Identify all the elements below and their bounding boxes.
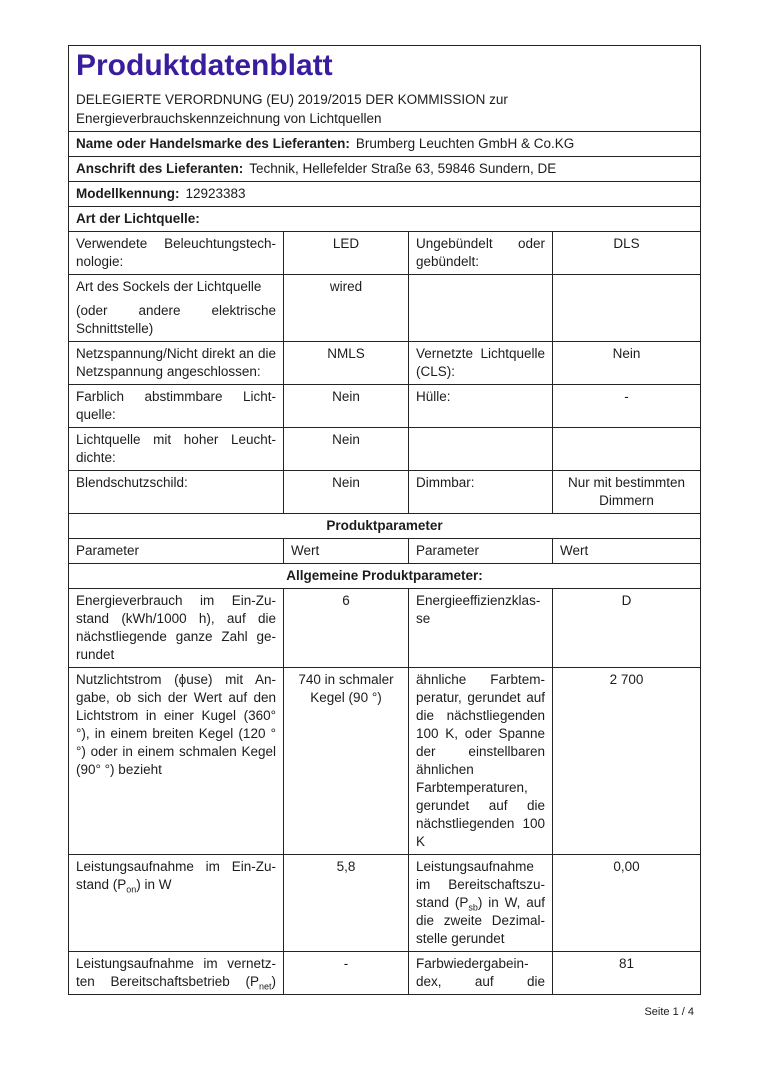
table-row <box>69 589 701 668</box>
model-id-label: Modellkennung: <box>76 186 180 201</box>
supplier-name-value: Brumberg Leuchten GmbH & Co.KG <box>355 136 575 151</box>
param-cell: Vernetzte Lichtquelle (CLS): <box>409 342 553 385</box>
param-subscript: sb <box>468 902 478 913</box>
light-source-type-cell <box>69 207 701 232</box>
page-number: Seite 1 / 4 <box>644 1006 694 1018</box>
param-text: Leistungsaufnahme im Bereitschaftszustand (P <box>416 859 545 910</box>
param-cell: Energieverbrauch im Ein-Zustand (kWh/1000 h), auf die nächstliegende ganze Zahl gerundet <box>69 589 284 668</box>
param-cell: Energieeffizienzklasse <box>409 589 553 668</box>
value-cell: Nur mit bestimmten Dimmern <box>553 471 701 514</box>
table-row <box>69 428 701 471</box>
value-cell: wired <box>284 275 409 342</box>
light-source-type-row <box>69 207 701 232</box>
table-row <box>69 275 701 342</box>
param-cell: Farbwiedergabeindex, auf die <box>409 952 553 995</box>
table-row <box>69 232 701 275</box>
value-cell: 0,00 <box>553 855 701 952</box>
column-header-row <box>69 539 701 564</box>
value-cell: Nein <box>284 428 409 471</box>
section-header-row <box>69 514 701 539</box>
param-text: ) <box>271 974 276 989</box>
param-cell: Dimmbar: <box>409 471 553 514</box>
model-id-row <box>69 182 701 207</box>
value-cell: D <box>553 589 701 668</box>
value-cell: - <box>553 385 701 428</box>
table-row <box>69 855 701 952</box>
param-subscript: on <box>126 884 137 895</box>
param-text: ) in W, auf die zweite Dezimalstelle gerundet <box>416 895 545 946</box>
product-params-section-title: Produktparameter <box>69 514 701 539</box>
value-cell: - <box>284 952 409 995</box>
column-header: Parameter <box>409 539 553 564</box>
param-cell <box>409 428 553 471</box>
column-header: Wert <box>284 539 409 564</box>
param-cell: ähnliche Farbtemperatur, gerundet auf die nächstliegenden 100 K, oder Spanne der einstellbaren ähnlichen Farbtemperaturen, gerundet auf die nächstliegenden 100 K <box>409 668 553 855</box>
param-cell: Netzspannung/Nicht direkt an die Netzspannung angeschlossen: <box>69 342 284 385</box>
param-cell: Blendschutzschild: <box>69 471 284 514</box>
param-text: ) in W <box>136 877 172 892</box>
regulation-text: DELEGIERTE VERORDNUNG (EU) 2019/2015 DER KOMMISSION zur Energieverbrauchskennzeichnung von Lichtquellen <box>76 92 508 126</box>
value-cell: NMLS <box>284 342 409 385</box>
param-text: Leistungsaufnahme im vernetzten Bereitschaftsbetrieb (P <box>76 956 276 989</box>
supplier-address-label: Anschrift des Lieferanten: <box>76 161 244 176</box>
value-cell: 6 <box>284 589 409 668</box>
param-cell: Nutzlichtstrom (ϕuse) mit Angabe, ob sich der Wert auf den Lichtstrom in einer Kugel (360° °), in einem breiten Kegel (120 °°) oder in einem schmalen Kegel (90° °) bezieht <box>69 668 284 855</box>
param-cell: Lichtquelle mit hoher Leuchtdichte: <box>69 428 284 471</box>
model-id-cell <box>69 182 701 207</box>
column-header: Parameter <box>69 539 284 564</box>
subsection-header-row <box>69 564 701 589</box>
socket-type-line1: Art des Sockels der Lichtquelle <box>76 279 262 294</box>
value-cell: 740 in schmaler Kegel (90 °) <box>284 668 409 855</box>
table-row <box>69 385 701 428</box>
column-header: Wert <box>553 539 701 564</box>
datasheet-table-container <box>68 45 702 1003</box>
header-row <box>69 46 701 132</box>
table-row <box>69 668 701 855</box>
value-cell: 81 <box>553 952 701 995</box>
value-cell: 2 700 <box>553 668 701 855</box>
value-cell: DLS <box>553 232 701 275</box>
param-cell: Ungebündelt oder gebündelt: <box>409 232 553 275</box>
param-text: Leistungsaufnahme im Ein-Zustand (P <box>76 859 276 892</box>
value-cell <box>553 275 701 342</box>
supplier-name-label: Name oder Handelsmarke des Lieferanten: <box>76 136 350 151</box>
value-cell: Nein <box>284 471 409 514</box>
general-params-subsection-title: Allgemeine Produktparameter: <box>69 564 701 589</box>
table-row <box>69 471 701 514</box>
param-cell: Verwendete Beleuchtungstechnologie: <box>69 232 284 275</box>
table-row <box>69 952 701 995</box>
socket-type-line2: (oder andere elektrische Schnittstelle) <box>76 303 276 336</box>
supplier-name-row <box>69 132 701 157</box>
param-cell <box>69 855 284 952</box>
param-cell <box>409 275 553 342</box>
value-cell: Nein <box>284 385 409 428</box>
param-cell: Farblich abstimmbare Lichtquelle: <box>69 385 284 428</box>
datasheet-table <box>68 45 701 995</box>
light-source-type-label: Art der Lichtquelle: <box>76 211 200 226</box>
param-cell: Hülle: <box>409 385 553 428</box>
param-subscript: net <box>258 981 272 992</box>
value-cell: 5,8 <box>284 855 409 952</box>
supplier-address-row <box>69 157 701 182</box>
header-cell <box>69 46 701 132</box>
supplier-address-value: Technik, Hellefelder Straße 63, 59846 Sundern, DE <box>249 161 557 176</box>
param-cell <box>409 855 553 952</box>
value-cell: LED <box>284 232 409 275</box>
value-cell: Nein <box>553 342 701 385</box>
param-cell <box>69 952 284 995</box>
model-id-value: 12923383 <box>185 186 246 201</box>
param-cell <box>69 275 284 342</box>
value-cell <box>553 428 701 471</box>
page-title: Produktdatenblatt <box>76 49 333 82</box>
table-row <box>69 342 701 385</box>
supplier-address-cell <box>69 157 701 182</box>
supplier-name-cell <box>69 132 701 157</box>
